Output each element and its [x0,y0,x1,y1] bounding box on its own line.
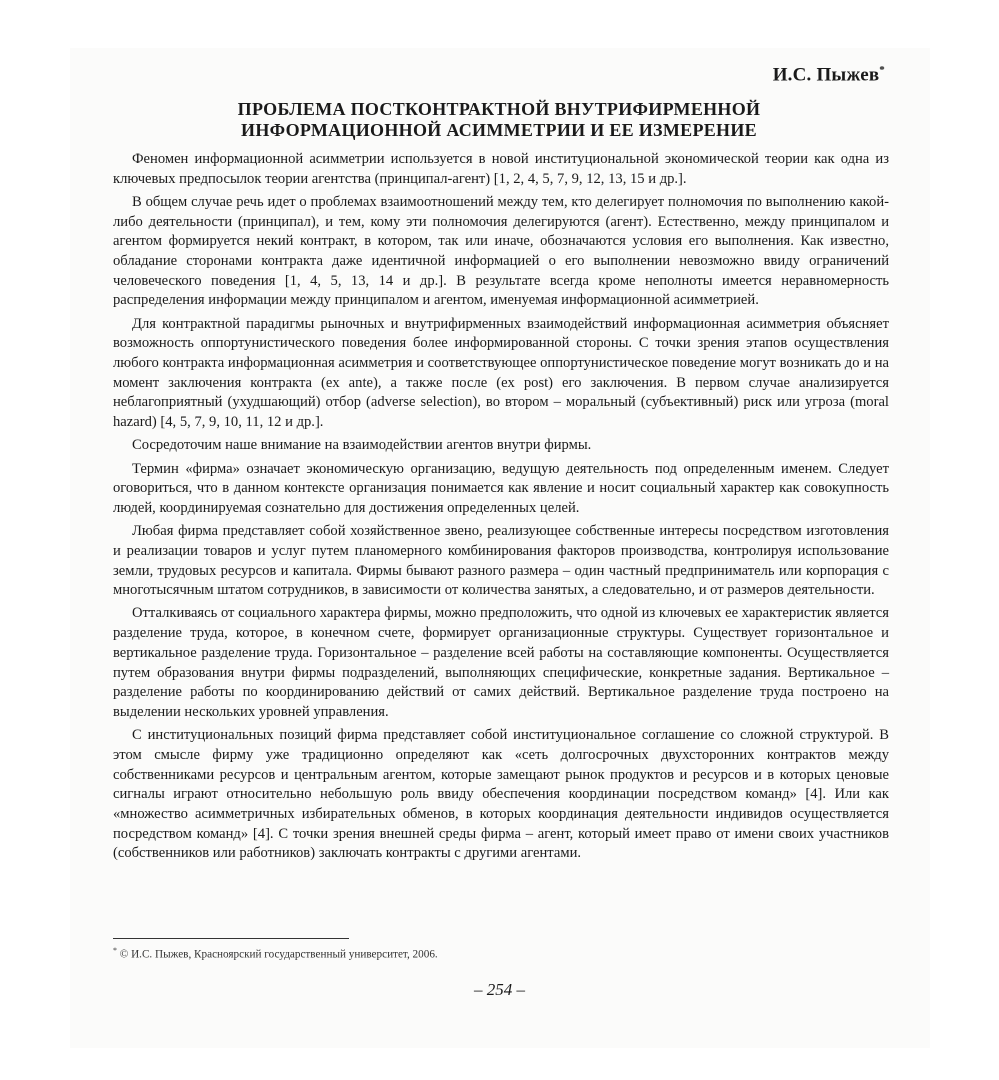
title-line-2: ИНФОРМАЦИОННОЙ АСИММЕТРИИ И ЕЕ ИЗМЕРЕНИЕ [241,120,757,140]
paragraph-6: Любая фирма представляет собой хозяйственное звено, реализующее собственные интересы посредством изготовления и реализации товаров и услуг путем планомерного комбинирования факторов производства, контролируя использование земли, трудовых ресурсов и капитала. Фирмы бывают разного размера – один частный предприниматель или корпорация с многотысячным штатом сотрудников, в зависимости от количества занятых, а следовательно, и от размеров деятельности. [113,523,889,599]
paragraph-8: С институциональных позиций фирма представляет собой институциональное соглашение со сложной структурой. В этом смысле фирму уже традиционно определяют как «сеть долгосрочных двухсторонних контрактов между собственниками ресурсов и центральным агентом, которые замещают рынок продуктов и ресурсов и в которых ценовые сигналы играют относительно небольшую роль ввиду обеспечения координации посредством команд» [4]. Или как «множество асимметричных избирательных обменов, в которых координация деятельности индивидов осуществляется посредством команд» [4]. С точки зрения внешней среды фирма – агент, который имеет право от имени своих участников (собственников или работников) заключать контракты с другими агентами. [113,727,889,862]
paragraph-1: Феномен информационной асимметрии используется в новой институциональной экономической теории как одна из ключевых предпосылок теории агентства (принципал-агент) [1, 2, 4, 5, 7, 9, 12, 13, 15 и др.]. [113,151,889,187]
page-number: – 254 – [474,980,525,999]
footnote-mark: * [113,946,117,955]
author-footnote-mark: * [879,64,885,76]
footnote [113,946,438,961]
paragraph-4: Сосредоточим наше внимание на взаимодействии агентов внутри фирмы. [132,437,592,454]
footnote-text: © И.С. Пыжев, Красноярский государственный университет, 2006. [119,948,438,961]
paragraph-5: Термин «фирма» означает экономическую организацию, ведущую деятельность под определенным именем. Следует оговориться, что в данном контексте организация понимается как явление и носит социальный характер как совокупность людей, координируемая сознательно для достижения определенных целей. [113,460,889,516]
title-line-1: ПРОБЛЕМА ПОСТКОНТРАКТНОЙ ВНУТРИФИРМЕННОЙ [237,99,761,119]
paragraph-2: В общем случае речь идет о проблемах взаимоотношений между тем, кто делегирует полномочия по выполнению какой-либо деятельности (принципал), и тем, кому эти полномочия делегируются (агент). Естественно, между принципалом и агентом формируется некий контракт, в котором, так или иначе, обозначаются условия его выполнения. Как известно, обладание сторонами контракта даже идентичной информацией о его выполнении невозможно ввиду ограничений человеческого поведения [1, 4, 5, 13, 14 и др.]. В результате всегда кроме неполноты имеется неравномерность распределения информации между принципалом и агентом, именуемая информационной асимметрией. [113,193,889,309]
footnote-divider [113,938,349,939]
article-body [113,150,889,868]
paragraph-7: Отталкиваясь от социального характера фирмы, можно предположить, что одной из ключевых ее характеристик является разделение труда, которое, в конечном счете, формирует организационные структуры. Существует горизонтальное и вертикальное разделение труда. Горизонтальное – разделение всей работы на составляющие компоненты. Осуществляется путем образования внутри фирмы подразделений, выполняющих специфические, конкретные задания. Вертикальное – разделение работы по координированию действий от самих действий. Вертикальное разделение труда построено на выделении нескольких уровней управления. [113,605,889,720]
paragraph-3: Для контрактной парадигмы рыночных и внутрифирменных взаимодействий информационная асимметрия объясняет возможность оппортунистического поведения более информированной стороны. С точки зрения этапов осуществления любого контракта информационная асимметрия и соответствующее оппортунистическое поведение могут возникать до и на момент заключения контракта (ex ante), а также после (ex post) его заключения. В первом случае анализируется неблагоприятный (ухудшающий) отбор (adverse selection), во втором – моральный (субъективный) риск или угроза (moral hazard) [4, 5, 7, 9, 10, 11, 12 и др.]. [113,315,889,431]
article-title [110,99,888,141]
author-name: И.С. Пыжев* [772,64,885,86]
